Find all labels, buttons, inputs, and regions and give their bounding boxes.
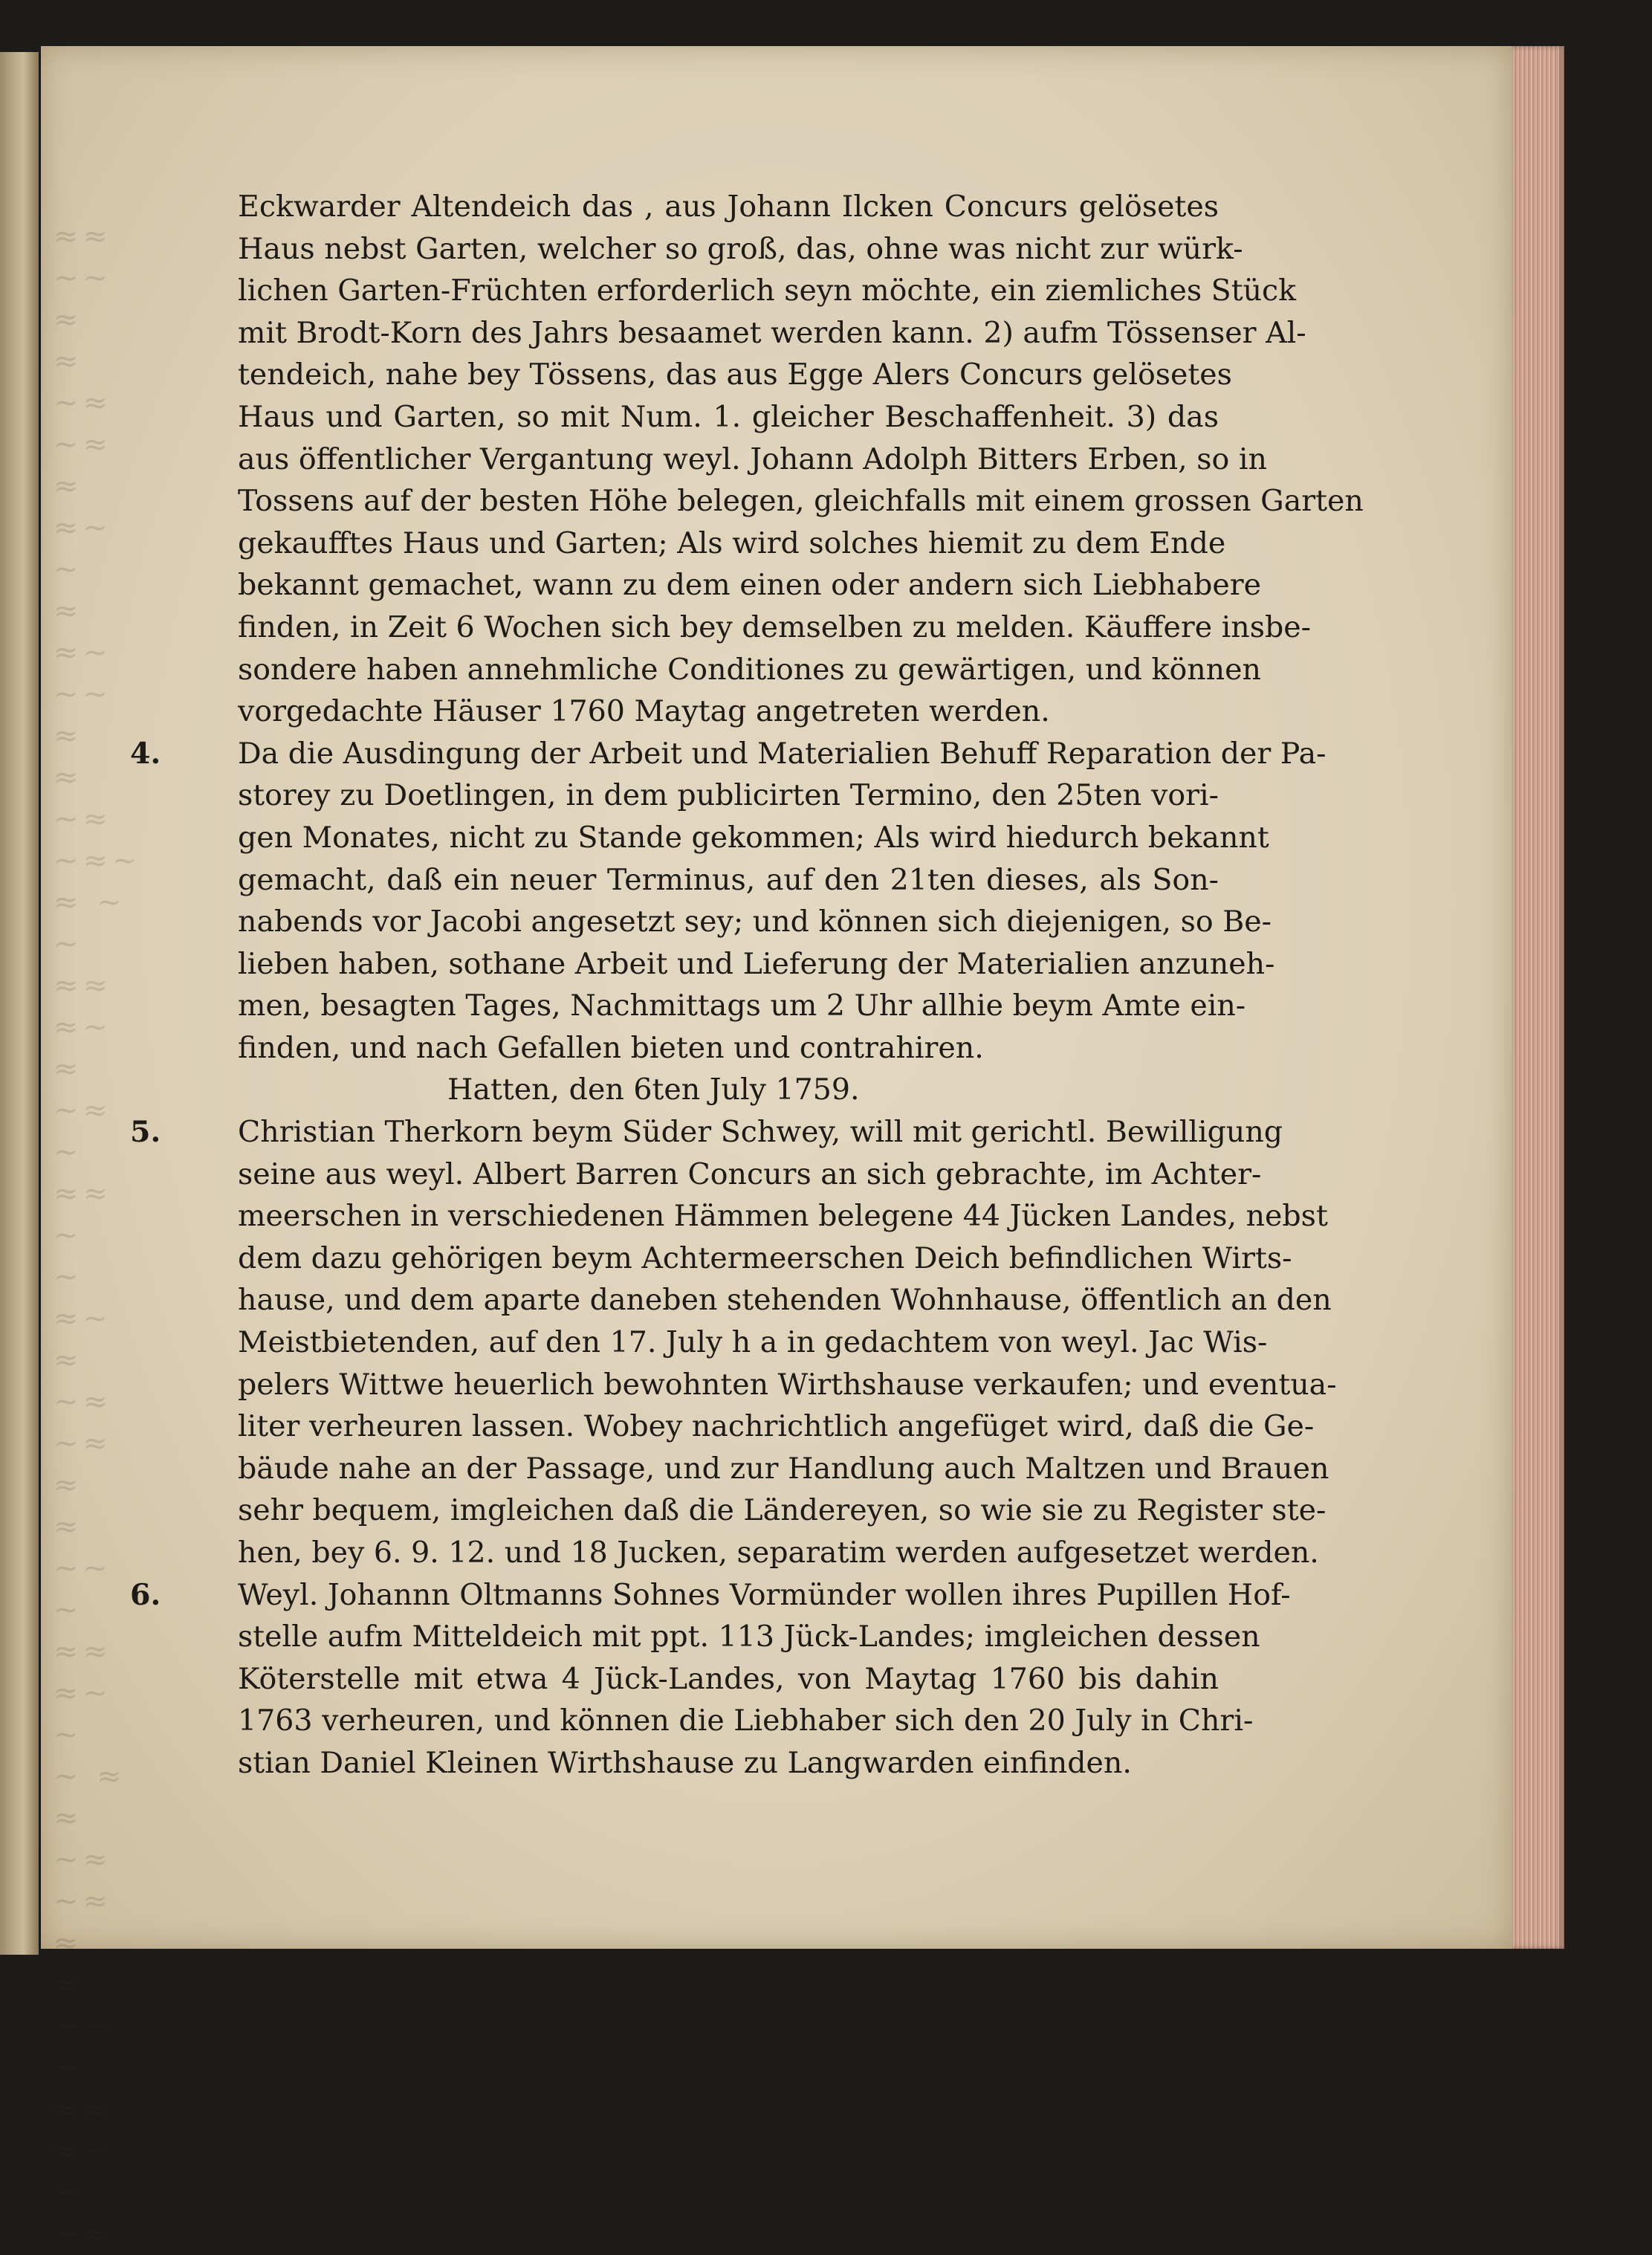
text-line: seine aus weyl. Albert Barren Concurs an sich gebrachte, im Achter-	[238, 1156, 1262, 1191]
text-line: Haus nebst Garten, welcher so groß, das, ohne was nicht zur würk-	[238, 231, 1243, 266]
text-line: Tossens auf der besten Höhe belegen, gleichfalls mit einem grossen Garten	[238, 484, 1364, 519]
text-line: sondere haben annehmliche Conditiones zu gewärtigen, und können	[238, 652, 1261, 687]
text-line: stian Daniel Kleinen Wirthshause zu Langwarden einfinden.	[238, 1745, 1132, 1780]
text-line: storey zu Doetlingen, in dem publicirten Termino, den 25ten vori-	[238, 778, 1219, 813]
text-line: dem dazu gehörigen beym Achtermeerschen Deich befindlichen Wirts-	[238, 1240, 1292, 1275]
text-line: gen Monates, nicht zu Stande gekommen; Als wird hiedurch bekannt	[238, 820, 1269, 855]
text-line: liter verheuren lassen. Wobey nachrichtlich angefüget wird, daß die Ge-	[238, 1409, 1315, 1444]
item-6-first-line	[238, 1574, 1291, 1617]
text-line: Köterstelle mit etwa 4 Jück-Landes, von Maytag 1760 bis dahin	[238, 1661, 1219, 1696]
text-line: men, besagten Tages, Nachmittags um 2 Uhr allhie beym Amte ein-	[238, 989, 1246, 1023]
text-line: aus öffentlicher Vergantung weyl. Johann Adolph Bitters Erben, so in	[238, 441, 1267, 476]
text-line: mit Brodt-Korn des Jahrs besaamet werden kann. 2) aufm Tössenser Al-	[238, 315, 1306, 350]
text-line: stelle aufm Mitteldeich mit ppt. 113 Jück-Landes; imgleichen dessen	[238, 1620, 1260, 1654]
page-fore-edge	[1512, 46, 1564, 1949]
text-line: Meistbietenden, auf den 17. July h a in gedachtem von weyl. Jac Wis-	[238, 1325, 1268, 1360]
text-line: 1763 verheuren, und können die Liebhaber sich den 20 July in Chri-	[238, 1704, 1254, 1738]
text-line: Da die Ausdingung der Arbeit und Materialien Behuff Reparation der Pa-	[238, 736, 1327, 771]
show-through-bleed: ≈≈ ~~ ≈ ≈ ~≈ ~≈ ≈ ≈~ ~ ≈ ≈~ ~~ ≈ ≈ ~≈ ~≈~ ≈ ~ ~ ≈≈ ≈~ ≈ ~≈ ~ ≈≈ ~ ~ ≈~ ≈ ~≈ ~≈ ≈ ≈ ~~ ~ ≈≈ ≈~ ~ ~ ≈ ≈ ~≈ ~≈ ≈ ≈ ~~ ~ ≈≈ ≈~ ~ ~≈	[54, 219, 142, 2251]
text-line: lieben haben, sothane Arbeit und Lieferung der Materialien anzuneh-	[238, 946, 1275, 981]
text-line: Weyl. Johannn Oltmanns Sohnes Vormünder wollen ihres Pupillen Hof-	[238, 1577, 1291, 1612]
text-line: nabends vor Jacobi angesetzt sey; und können sich diejenigen, so Be-	[238, 905, 1272, 939]
text-line: Eckwarder Altendeich das , aus Johann Ilcken Concurs gelösetes	[238, 190, 1219, 224]
text-line: gemacht, daß ein neuer Terminus, auf den 21ten dieses, als Son-	[238, 862, 1219, 897]
dateline: Hatten, den 6ten July 1759.	[447, 1072, 860, 1107]
text-line: finden, und nach Gefallen bieten und contrahiren.	[238, 1030, 984, 1065]
text-line: bekannt gemachet, wann zu dem einen oder andern sich Liebhabere	[238, 568, 1262, 603]
document-body	[238, 186, 1364, 1785]
text-line: Christian Therkorn beym Süder Schwey, will mit gerichtl. Bewilligung	[238, 1115, 1283, 1150]
previous-page-edge	[0, 52, 39, 1955]
text-line: vorgedachte Häuser 1760 Maytag angetreten werden.	[238, 694, 1050, 729]
item-4-first-line	[238, 733, 1327, 775]
text-line: finden, in Zeit 6 Wochen sich bey demselben zu melden. Käuffere insbe-	[238, 609, 1312, 644]
text-line: pelers Wittwe heuerlich bewohnten Wirthshause verkaufen; und eventua-	[238, 1367, 1337, 1402]
text-line: meerschen in verschiedenen Hämmen belegene 44 Jücken Landes, nebst	[238, 1199, 1328, 1234]
text-line: hen, bey 6. 9. 12. und 18 Jucken, separatim werden aufgesetzet werden.	[238, 1536, 1319, 1570]
text-line: gekaufftes Haus und Garten; Als wird solches hiemit zu dem Ende	[238, 525, 1226, 560]
text-line: hause, und dem aparte daneben stehenden Wohnhause, öffentlich an den	[238, 1283, 1332, 1318]
text-line: Haus und Garten, so mit Num. 1. gleicher Beschaffenheit. 3) das	[238, 399, 1219, 434]
item-5-first-line	[238, 1111, 1283, 1154]
text-line: sehr bequem, imgleichen daß die Ländereyen, so wie sie zu Register ste-	[238, 1493, 1327, 1528]
text-line: lichen Garten-Früchten erforderlich seyn möchte, ein ziemliches Stück	[238, 274, 1297, 308]
text-line: bäude nahe an der Passage, und zur Handlung auch Maltzen und Brauen	[238, 1451, 1329, 1486]
text-line: tendeich, nahe bey Tössens, das aus Egge Alers Concurs gelösetes	[238, 358, 1232, 392]
